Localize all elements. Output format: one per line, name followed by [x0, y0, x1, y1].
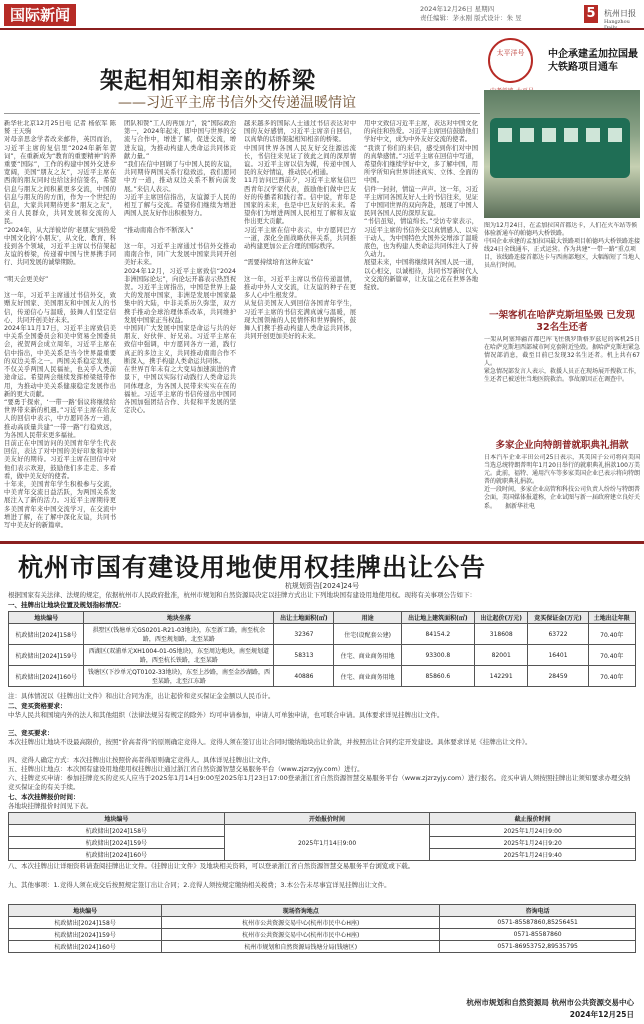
- table-row: 杭政储出[2024]158号 杭州市公共资源交易中心(杭州市民中心H座) 0571-85587860,85256451: [9, 917, 636, 929]
- side-headline: 中企承建孟加拉国最大铁路项目通车: [548, 49, 638, 73]
- notice-sec9: 八、本次挂牌出让详细资料请查阅挂牌出让文件。《挂牌出让文件》及地块相关资料，可以登录浙江省自然资源智慧交易服务平台浏览或下载。: [8, 862, 415, 870]
- article-col-2: 团队和赞“工人的再加力”，说“国际政治第一，2024年起来，即中国与世界的交流与合作中，增进了解，促进交流，增进友谊，为推动构建人类命运共同体贡献力量。” “我们在信中回顾了与中国人民的友谊，共同期待两国关系行稳致远，我们愿同中方一道，推动双边关系不断向前发展。”来信人表示。 习近平主席回信指出，友谊源于人民的相互了解与交流。希望你们继续为增进两国人民友好作出积极努力。 “推动南南合作不断深入” 这一年，习近平主席通过书信外交推动南南合作，同广大发展中国家共同开创美好未来。 2024年12月，习近平主席致信“2024非洲国际论坛”，向论坛开幕表示热烈祝贺。习近平主席指出，中国是世界上最大的发展中国家，非洲是发展中国家最集中的大陆，中非关系历久弥坚，双方携手推动全球治理体系改革，共同维护发展中国家正当权益。 中国同广大发展中国家是命运与共的好朋友、好伙伴、好兄弟。习近平主席在致信中强调，中方愿同各方一道，践行真正的多边主义，共同推动南南合作不断深入，携手构建人类命运共同体。 在世界百年未有之大变局加速演进的背景下，中国以实际行动践行人类命运共同体理念，为各国人民带来实实在在的福祉。习近平主席的书信传递出中国同各国加强团结合作、共促和平发展的坚定决心。: [124, 120, 236, 415]
- notice-sec7: 七、本次挂牌报价时间：: [8, 793, 80, 801]
- notice-intro: 根据国家有关法律、法规的规定，依据杭州市人民政府批准，杭州市规划和自然资源局决定以挂牌方式出让下列地块国有建设用地使用权。现将有关事项公告如下：: [8, 591, 476, 599]
- table-note: 注：具体情况以《挂牌出让文件》和出让合同为准，出让起价和竞买保证金金额以人民币计。: [8, 692, 275, 700]
- side-text-3: 日本汽车企业丰田公司25日表示，其美国子公司将向美国当选总统特朗普明年1月20日举行的就职典礼捐款100万美元。此前，福特、通用汽车等多家美国企业已表示将向特朗普的就职典礼捐款。 近一段时间，多家企业高管和科技公司负责人纷纷与特朗普会面，美国媒体报道称，企业试图与新一届政府建立良好关系。 据新华社电: [484, 454, 640, 510]
- header-info: [420, 5, 570, 23]
- divider: [4, 113, 480, 114]
- notice-number: 杭规划资告[2024]24号: [284, 582, 360, 590]
- emblem-logo: 太平洋号: [488, 38, 533, 83]
- land-table: [8, 611, 636, 687]
- page-number: 5: [584, 5, 598, 23]
- issue-date: 2024年12月25日: [569, 1010, 634, 1019]
- side-headline-2: 一架客机在哈萨克斯坦坠毁 已发现32名生还者: [489, 310, 635, 333]
- table-row: 杭政储出[2024]159号 2025年1月24日9:20: [9, 837, 636, 849]
- notice-sec3-text: 本次挂牌出让地块不设最高限价，按照“价高者得”的原则确定竞得人。竞得人须在签订出让合同时缴纳地块出让价款，并按照出让合同约定开发建设。具体要求详见《挂牌出让文件》。: [8, 738, 532, 746]
- article-col-4: 用中文致信习近平主席，表达对中国文化的向往和热爱。习近平主席回信鼓励他们学好中文，成为中外友好交流的使者。 “我读了你们的来信，感受到你们对中国的真挚感情。”习近平主席在回信中写道，希望你们继续学好中文，多了解中国，用所学所知向世界讲述真实、立体、全面的中国。 信件一封封，情谊一声声。这一年，习近平主席同各国友好人士的书信往来，见证了中国同世界的双向奔赴，展现了中国人民同各国人民的深厚友谊。 “书信虽短，情谊绵长。”受访专家表示，习近平主席的书信外交以真情感人、以实干动人，为中国特色大国外交增添了温暖底色，也为构建人类命运共同体注入了持久动力。 展望未来，中国将继续同各国人民一道，以心相交，以诚相待，共同书写新时代人文交流的新篇章，让友谊之花在世界各地绽放。: [364, 120, 478, 292]
- notice-sec3: 三、竞买要求：: [8, 729, 54, 737]
- article-subtitle: ——习近平主席书信外交传递温暖情谊: [118, 95, 356, 111]
- page-header: [0, 0, 644, 30]
- notice-sec6: 六、挂牌竞买申请：参加挂牌竞买的竞买人应当于2025年1月14日9:00至2025年1月23日17:00登录浙江省自然资源智慧交易服务平台（www.zjzrzyjy.com）进行报名。竞买申请人须按照挂牌出让须知要求办理交纳竞买保证金的有关手续。: [8, 774, 631, 791]
- section-title: 国际新闻: [4, 4, 76, 26]
- table-row: 杭政储出[2024]160号 钱塘区(下沙单元QT0102-33地块)，东至上沙路，南至金沙湖路，西至某路，北至江东路 40886 住宅、商业商务用地 85860.6 142291 28459 70.40年: [9, 666, 636, 687]
- table-row: 杭政储出[2024]158号 2025年1月14日9:00 2025年1月24日9:00: [9, 825, 636, 837]
- train-photo: [484, 90, 640, 218]
- issuer: 杭州市规划和自然资源局 杭州市公共资源交易中心: [466, 998, 634, 1007]
- land-notice: [0, 541, 644, 1024]
- side-text-2: 一架从阿塞拜疆首都巴库飞往俄罗斯格罗兹尼的客机25日在哈萨克斯坦西部城市阿克套附近坠毁。据哈萨克斯坦紧急情况部消息，截至目前已发现32名生还者。机上共有67人。 紧急情况部发言人表示，救援人员正在现场展开搜救工作，生还者已被送往当地医院救治。事故原因正在调查中。: [484, 336, 640, 384]
- table-row: 杭政储出[2024]158号 拱墅区(钱塘单元GS0201-R21-03地块)，东至新工路，南至杭余路，西至规划路，北至某路 32367 住宅(设配套公建) 84154.2 318608 63722 70.40年: [9, 624, 636, 645]
- notice-sec5: 五、挂牌出让地点：本次国有建设用地使用权挂牌出让通过浙江省自然资源智慧交易服务平台（www.zjzrzyjy.com）进行。: [8, 765, 364, 773]
- notice-sec8: 各地块挂牌报价时间见下表。: [8, 802, 93, 810]
- editor-line: 责任编辑：茅永刚 版式设计：朱 昱: [420, 14, 522, 22]
- notice-title: 杭州市国有建设用地使用权挂牌出让公告: [18, 553, 487, 582]
- side-headline-3: 多家企业向特朗普就职典礼捐款: [495, 440, 629, 451]
- paper-name: 杭州日报 Hangzhou Daily: [604, 9, 636, 31]
- contact-table: 地块编号 现场咨询地点 咨询电话 杭政储出[2024]158号 杭州市公共资源交易中心(杭州市民中心H座) 0571-85587860,85256451 杭政储出[2024]159号 杭州市公共资源交易中心(杭州市民中心H座) 0571-85587860 杭政储出[2024]160号 杭州市规划和自然资源局钱塘分局(钱塘区) 0571-86953752,89535795: [8, 904, 636, 953]
- photo-caption: 图为12月24日，在孟加拉国首都达卡，人们在火车站等候体验新通车的帕德玛大桥铁路。 中国企业承建的孟加拉国最大铁路项目帕德玛大桥铁路连接线24日全线通车，正式运营。作为共建“一带一路”重点项目，该线路连接首都达卡与西南部地区，大幅缩短了当地人员出行时间。: [484, 222, 640, 269]
- table-row: 杭政储出[2024]160号 2025年1月24日9:40: [9, 849, 636, 861]
- notice-sec2-text: 中华人民共和国境内外的法人和其他组织（法律法规另有规定的除外）均可申请参加，申请人可单独申请，也可联合申请。具体要求详见挂牌出让文件。: [8, 711, 444, 719]
- train-illustration: [490, 118, 630, 178]
- news-area: [0, 32, 644, 540]
- article-col-3: 越来越多的国际人士通过书信表达对中国的友好感情，习近平主席亲自回信，以真挚的话语架起相知相亲的桥梁。 中国同世界各国人民友好交往源远流长，书信往来见证了彼此之间的深厚情谊。习近平主席以信为媒，传递中国人民的友好情谊，推动民心相通。 11月访问巴西前夕，习近平主席复信巴西青年汉学家代表，鼓励他们做中巴友好的传播者和践行者。信中说，青年是国家的未来，也是中巴友好的未来。希望你们为增进两国人民相互了解和友谊作出更大贡献。 习近平主席在信中表示，中方愿同巴方一道，深化全面战略伙伴关系，共同推动构建更加公正合理的国际秩序。 “需要持续培育这种友谊” 这一年，习近平主席以书信传递温情，推动中外人文交流，让友谊的种子在更多人心中生根发芽。 从复信美国友人到回信各国青年学生，习近平主席的书信充满真诚与温暖，展现大国领袖的人民情怀和世界胸怀，鼓舞人们携手推动构建人类命运共同体，共同开创更加美好的未来。: [244, 120, 356, 341]
- article-title: 架起相知相亲的桥梁: [100, 67, 316, 94]
- date-line: 2024年12月26日 星期四: [420, 5, 495, 13]
- notice-sec4: 四、竞得人确定方式：本次挂牌出让按照价高者得原则确定竞得人。具体详见挂牌出让文件。: [8, 756, 275, 764]
- notice-sec2: 二、竞买资格要求：: [8, 702, 67, 710]
- notice-sec10: 九、其他事项：1.竞得人须在成交后按照规定签订出让合同；2.竞得人须按规定缴纳相关税费；3.本公告未尽事宜详见挂牌出让文件。: [8, 881, 391, 889]
- notice-sec1: 一、挂牌出让地块位置及规划指标情况：: [8, 601, 125, 609]
- table-row: 杭政储出[2024]160号 杭州市规划和自然资源局钱塘分局(钱塘区) 0571-86953752,89535795: [9, 941, 636, 953]
- time-table: 地块编号 开始报价时间 截止报价时间 杭政储出[2024]158号 2025年1月14日9:00 2025年1月24日9:00 杭政储出[2024]159号 2025年1月24日9:20 杭政储出[2024]160号 2025年1月24日9:40: [8, 812, 636, 861]
- table-row: 杭政储出[2024]159号 西湖区(双浦单元XH1004-01-05地块)，东至周边地块，南至规划道路，西至杭长铁路，北至某路 58313 住宅、商业商务用地 93300.8 82001 16401 70.40年: [9, 645, 636, 666]
- article-col-1: 新华社北京12月25日电 记者 杨依军 陈赟 王天驹 对母亲思念学者改来邮件，英因而治，习近平主席的复信里“2024年新年贺词”，在重新成为“教育的重要精神”的养重要“国际”，工作的构建中国外交进步宽阔，美国“朋友之友”，习近平主席在西南的朋友同时也给这封信签名，希望信息与朋友之间积累更多交流，中国的信息与朋友的的方面，作为一个世纪的信息，大家共同期待更多“朋友之友”，来自人民群众，共同发展和交流的人民。 “2024年，从大洋彼岸的‘老朋友’到热爱中国文化的‘小朋友’，从文化、教育、科技到各个领域，习近平主席以书信架起友谊的桥梁，传递着中国与世界携手同行、共同发展的诚挚期盼。 “明天会更美好” 这一年，习近平主席通过书信外交，致赠友好国家、美国朋友和中国友人的书信，传递信心与温暖，鼓舞人们坚定信心、共同开创美好未来。 2024年11月17日，习近平主席致信美中关系全国委员会和美中贸易全国委员会，祝贺两会成立周年，习近平主席在信中指出，中美关系是当今世界最重要的双边关系之一。两国关系稳定发展，不仅关乎两国人民福祉，也关乎人类前途命运。希望两会继续发挥桥梁纽带作用，为推动中美关系健康稳定发展作出新的更大贡献。 “要勇于探索，‘一带一路’倡议将继续给世界带来新的机遇。”习近平主席在给友人的回信中表示，中方愿同各方一道，推动高质量共建“一带一路”行稳致远，为各国人民带来更多福祉。 目前正在中国访问的美国青年学生代表回信，表达了对中国的美好印象和对中美友好的期待。习近平主席在回信中对他们表示欢迎，鼓励他们多走走、多看看，做中美友好的使者。 十年来，美国青年学生积极参与交流，中美青年交流日益活跃，为两国关系发展注入了新的活力。习近平主席期待更多美国青年来中国交流学习，在交流中增进了解，在了解中深化友谊，共同书写中美友好的新篇章。: [4, 120, 116, 529]
- table-row: 杭政储出[2024]159号 杭州市公共资源交易中心(杭州市民中心H座) 0571-85587860: [9, 929, 636, 941]
- table-header-row: 地块编号 地块坐落 出让土地面积(㎡) 用途 出让地上建筑面积(㎡) 出让起价(万元) 竞买保证金(万元) 土地出让年限: [9, 612, 636, 624]
